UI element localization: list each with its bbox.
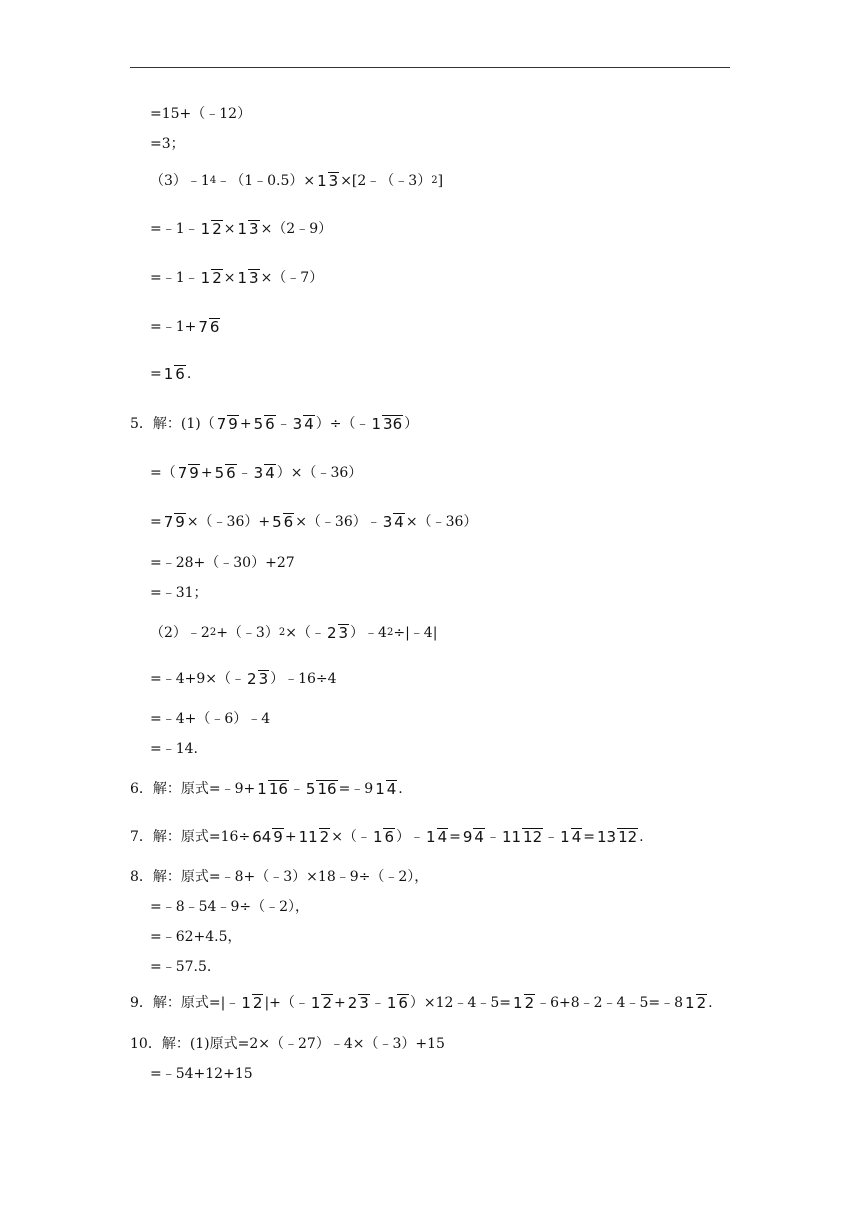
fraction-denominator: 4 xyxy=(265,464,275,482)
expression-text: . xyxy=(639,829,644,845)
fraction-denominator: 2 xyxy=(319,828,330,846)
expression-text: =﹣8﹣54﹣9÷（﹣2）， xyxy=(150,899,309,915)
expression-text: ）÷（﹣ xyxy=(315,416,370,432)
fraction xyxy=(684,994,707,1012)
fraction-denominator: 3 xyxy=(338,624,349,642)
expression-text: ×（2﹣9） xyxy=(260,221,333,237)
expression-text: + xyxy=(239,416,252,432)
fraction-numerator: 64 xyxy=(252,828,272,846)
fraction-numerator: 1 xyxy=(372,828,383,846)
fraction-denominator: 2 xyxy=(212,269,222,287)
solution-line xyxy=(130,771,403,807)
fraction-denominator: 3 xyxy=(249,220,259,238)
fraction-numerator: 3 xyxy=(253,464,264,482)
fraction xyxy=(253,464,276,482)
fraction-denominator: 12 xyxy=(618,828,638,846)
fraction xyxy=(246,670,269,688)
fraction-numerator: 5 xyxy=(305,780,316,798)
fraction-denominator: 2 xyxy=(212,220,222,238)
fraction-numerator: 5 xyxy=(272,513,282,531)
expression-text: =﹣57.5. xyxy=(150,959,212,975)
expression-text: = xyxy=(150,366,162,382)
solution-line xyxy=(150,211,332,247)
solution-line xyxy=(150,710,270,728)
expression-text: ×（﹣7） xyxy=(260,270,324,286)
expression-text: =﹣1﹣ xyxy=(150,221,199,237)
solution-line xyxy=(150,105,251,123)
fraction-numerator: 1 xyxy=(200,269,211,287)
expression-text: ﹣6+8﹣2﹣4﹣5=﹣8 xyxy=(536,995,684,1011)
solution-line xyxy=(150,554,295,572)
fraction-denominator: 16 xyxy=(268,780,288,798)
fraction-numerator: 1 xyxy=(685,994,695,1012)
expression-text: =﹣31； xyxy=(150,585,208,601)
fraction-denominator: 2 xyxy=(696,994,707,1012)
expression-text: + xyxy=(284,829,297,845)
fraction xyxy=(501,828,543,846)
fraction xyxy=(200,269,223,287)
expression-text: （2）﹣2 xyxy=(150,625,210,641)
expression-text: =﹣1+ xyxy=(150,319,197,335)
fraction-numerator: 2 xyxy=(347,994,358,1012)
expression-text: ）﹣4 xyxy=(350,625,387,641)
fraction-numerator: 1 xyxy=(386,994,397,1012)
expression-text: =﹣9 xyxy=(338,781,374,797)
expression-text: = xyxy=(449,829,461,845)
fraction-numerator: 1 xyxy=(560,828,570,846)
fraction-numerator: 1 xyxy=(513,994,523,1012)
solution-line xyxy=(150,455,362,491)
expression-text: + xyxy=(334,995,346,1011)
fraction-numerator: 2 xyxy=(326,624,337,642)
fraction-numerator: 7 xyxy=(198,318,208,336)
fraction-numerator: 5 xyxy=(214,464,225,482)
expression-text: =﹣28+（﹣30）+27 xyxy=(150,555,295,571)
solution-line xyxy=(130,406,418,442)
fraction-numerator: 7 xyxy=(216,415,227,433)
fraction-numerator: 3 xyxy=(292,415,303,433)
fraction-denominator: 4 xyxy=(394,513,404,531)
expression-text: =﹣54+12+15 xyxy=(150,1066,253,1082)
expression-text: =﹣4+9×（﹣ xyxy=(150,671,246,687)
fraction xyxy=(253,415,276,433)
expression-text: |+（﹣ xyxy=(264,995,309,1011)
fraction-numerator: 7 xyxy=(163,513,174,531)
fraction-numerator: 1 xyxy=(317,172,327,190)
expression-text: ）×（﹣36） xyxy=(276,465,363,481)
solution-line xyxy=(150,584,208,602)
fraction-denominator: 16 xyxy=(317,780,337,798)
expression-text: =﹣1﹣ xyxy=(150,270,199,286)
header-rule xyxy=(130,67,730,68)
fraction xyxy=(236,269,259,287)
fraction-denominator: 9 xyxy=(175,513,185,531)
fraction xyxy=(462,828,485,846)
expression-text: . xyxy=(708,995,713,1011)
solution-line: （2）﹣2 2 +（﹣3） 2 ×（﹣ 2 3 ）﹣4 2 ÷|﹣4| xyxy=(150,624,438,642)
expression-text: （3）﹣1 xyxy=(150,173,210,189)
solution-line xyxy=(130,1035,445,1053)
fraction-numerator: 5 xyxy=(253,415,264,433)
expression-text: ×[2﹣（﹣3） xyxy=(340,173,432,189)
fraction xyxy=(251,828,284,846)
fraction-denominator: 9 xyxy=(228,415,238,433)
fraction-denominator: 6 xyxy=(398,994,408,1012)
fraction xyxy=(372,828,395,846)
fraction-numerator: 1 xyxy=(237,269,248,287)
fraction xyxy=(271,513,294,531)
solution-line xyxy=(130,819,644,855)
fraction xyxy=(236,220,259,238)
expression-text: = xyxy=(583,829,595,845)
fraction-denominator: 3 xyxy=(249,269,259,287)
fraction-numerator: 1 xyxy=(200,220,211,238)
solution-line xyxy=(130,985,713,1021)
expression-text: ﹣ xyxy=(485,829,500,845)
fraction-denominator: 6 xyxy=(265,415,275,433)
fraction-denominator: 6 xyxy=(175,365,185,383)
fraction xyxy=(197,318,220,336)
expression-text: ﹣ xyxy=(370,995,385,1011)
fraction-denominator: 6 xyxy=(226,464,236,482)
expression-text: × xyxy=(223,221,236,237)
fraction xyxy=(177,464,200,482)
expression-text: ×（﹣36） xyxy=(405,514,478,530)
expression-text: ﹣ xyxy=(289,781,304,797)
fraction xyxy=(512,994,535,1012)
fraction-denominator: 9 xyxy=(273,828,283,846)
expression-text: ×（﹣36）+ xyxy=(186,514,271,530)
solution-line xyxy=(150,309,221,345)
fraction xyxy=(316,172,339,190)
fraction xyxy=(382,513,405,531)
fraction xyxy=(214,464,237,482)
fraction xyxy=(240,994,263,1012)
solution-line xyxy=(150,504,477,540)
expression-text: ÷|﹣4| xyxy=(393,625,438,641)
expression-text: . xyxy=(398,781,403,797)
expression-text: ）×12﹣4﹣5= xyxy=(409,995,512,1011)
fraction xyxy=(559,828,582,846)
solution-line xyxy=(150,661,337,697)
fraction-numerator: 1 xyxy=(426,828,436,846)
expression-text: 5．解：(1)（ xyxy=(130,416,215,432)
expression-text: ×（﹣36）﹣ xyxy=(295,514,381,530)
solution-line: （3）﹣1 4 ﹣（1﹣0.5）× 1 3 ×[2﹣（﹣3） 2 ] xyxy=(150,172,444,190)
expression-text: =（ xyxy=(150,465,176,481)
solution-line xyxy=(150,260,323,296)
fraction-denominator: 4 xyxy=(437,828,448,846)
fraction-denominator: 4 xyxy=(474,828,484,846)
fraction-denominator: 12 xyxy=(523,828,543,846)
fraction-denominator: 6 xyxy=(384,828,395,846)
expression-text: × xyxy=(223,270,236,286)
fraction xyxy=(163,513,186,531)
fraction-denominator: 3 xyxy=(258,670,269,688)
expression-text: + xyxy=(200,465,213,481)
expression-text: 10．解：(1)原式=2×（﹣27）﹣4×（﹣3）+15 xyxy=(130,1036,445,1052)
fraction xyxy=(163,365,186,383)
fraction-denominator: 4 xyxy=(571,828,582,846)
expression-text: ）﹣ xyxy=(396,829,425,845)
expression-text: ﹣ xyxy=(544,829,559,845)
expression-text: 9．解：原式=|﹣ xyxy=(130,995,240,1011)
expression-text: ×（﹣ xyxy=(331,829,371,845)
expression-text: +（﹣3） xyxy=(216,625,279,641)
fraction xyxy=(298,828,331,846)
fraction-numerator: 11 xyxy=(298,828,318,846)
fraction xyxy=(347,994,370,1012)
expression-text: =15+（﹣12） xyxy=(150,106,252,122)
expression-text: ）﹣16÷4 xyxy=(270,671,337,687)
fraction-numerator: 1 xyxy=(163,365,174,383)
expression-text: ﹣ xyxy=(276,416,291,432)
fraction-numerator: 7 xyxy=(177,464,188,482)
fraction xyxy=(310,994,333,1012)
fraction xyxy=(371,415,404,433)
solution-line xyxy=(150,356,191,392)
fraction xyxy=(200,220,223,238)
fraction-denominator: 36 xyxy=(383,415,403,433)
solution-line xyxy=(150,928,242,946)
expression-text: 6．解：原式=﹣9+ xyxy=(130,781,256,797)
fraction-numerator: 2 xyxy=(247,670,257,688)
fraction-denominator: 6 xyxy=(209,318,220,336)
solution-line xyxy=(150,740,198,758)
fraction xyxy=(256,780,289,798)
fraction-numerator: 1 xyxy=(237,220,248,238)
fraction xyxy=(596,828,638,846)
expression-text: 8．解：原式=﹣8+（﹣3）×18﹣9÷（﹣2）， xyxy=(130,869,429,885)
fraction-numerator: 3 xyxy=(382,513,393,531)
solution-line xyxy=(150,958,211,976)
fraction-numerator: 1 xyxy=(310,994,321,1012)
solution-line xyxy=(150,898,309,916)
fraction-denominator: 3 xyxy=(359,994,369,1012)
fraction-numerator: 1 xyxy=(257,780,267,798)
expression-text: . xyxy=(186,366,192,382)
fraction-denominator: 3 xyxy=(328,172,339,190)
fraction-numerator: 1 xyxy=(241,994,251,1012)
fraction xyxy=(305,780,338,798)
fraction-numerator: 1 xyxy=(375,780,385,798)
solution-line xyxy=(150,135,185,153)
fraction-numerator: 13 xyxy=(596,828,617,846)
fraction-numerator: 1 xyxy=(371,415,382,433)
fraction-denominator: 4 xyxy=(304,415,314,433)
fraction-denominator: 2 xyxy=(322,994,332,1012)
fraction xyxy=(216,415,239,433)
expression-text: =3； xyxy=(150,136,185,152)
expression-text: =﹣62+4.5， xyxy=(150,929,242,945)
expression-text: ﹣（1﹣0.5）× xyxy=(216,173,316,189)
expression-text: ﹣ xyxy=(237,465,252,481)
fraction-denominator: 2 xyxy=(524,994,535,1012)
expression-text: = xyxy=(150,514,162,530)
fraction-numerator: 9 xyxy=(462,828,473,846)
expression-text: ×（﹣ xyxy=(285,625,325,641)
fraction xyxy=(386,994,409,1012)
fraction xyxy=(326,624,349,642)
fraction-denominator: 9 xyxy=(189,464,199,482)
solution-line xyxy=(130,868,428,886)
fraction-numerator: 11 xyxy=(501,828,522,846)
fraction-denominator: 4 xyxy=(386,780,397,798)
expression-text: ） xyxy=(404,416,419,432)
fraction-denominator: 2 xyxy=(252,994,263,1012)
expression-text: =﹣14. xyxy=(150,741,198,757)
solution-line xyxy=(150,1065,253,1083)
expression-text: =﹣4+（﹣6）﹣4 xyxy=(150,711,271,727)
fraction-denominator: 6 xyxy=(283,513,294,531)
expression-text: 7．解：原式=16÷ xyxy=(130,829,251,845)
expression-text: ] xyxy=(437,173,444,189)
fraction xyxy=(425,828,448,846)
fraction xyxy=(374,780,397,798)
fraction xyxy=(292,415,315,433)
